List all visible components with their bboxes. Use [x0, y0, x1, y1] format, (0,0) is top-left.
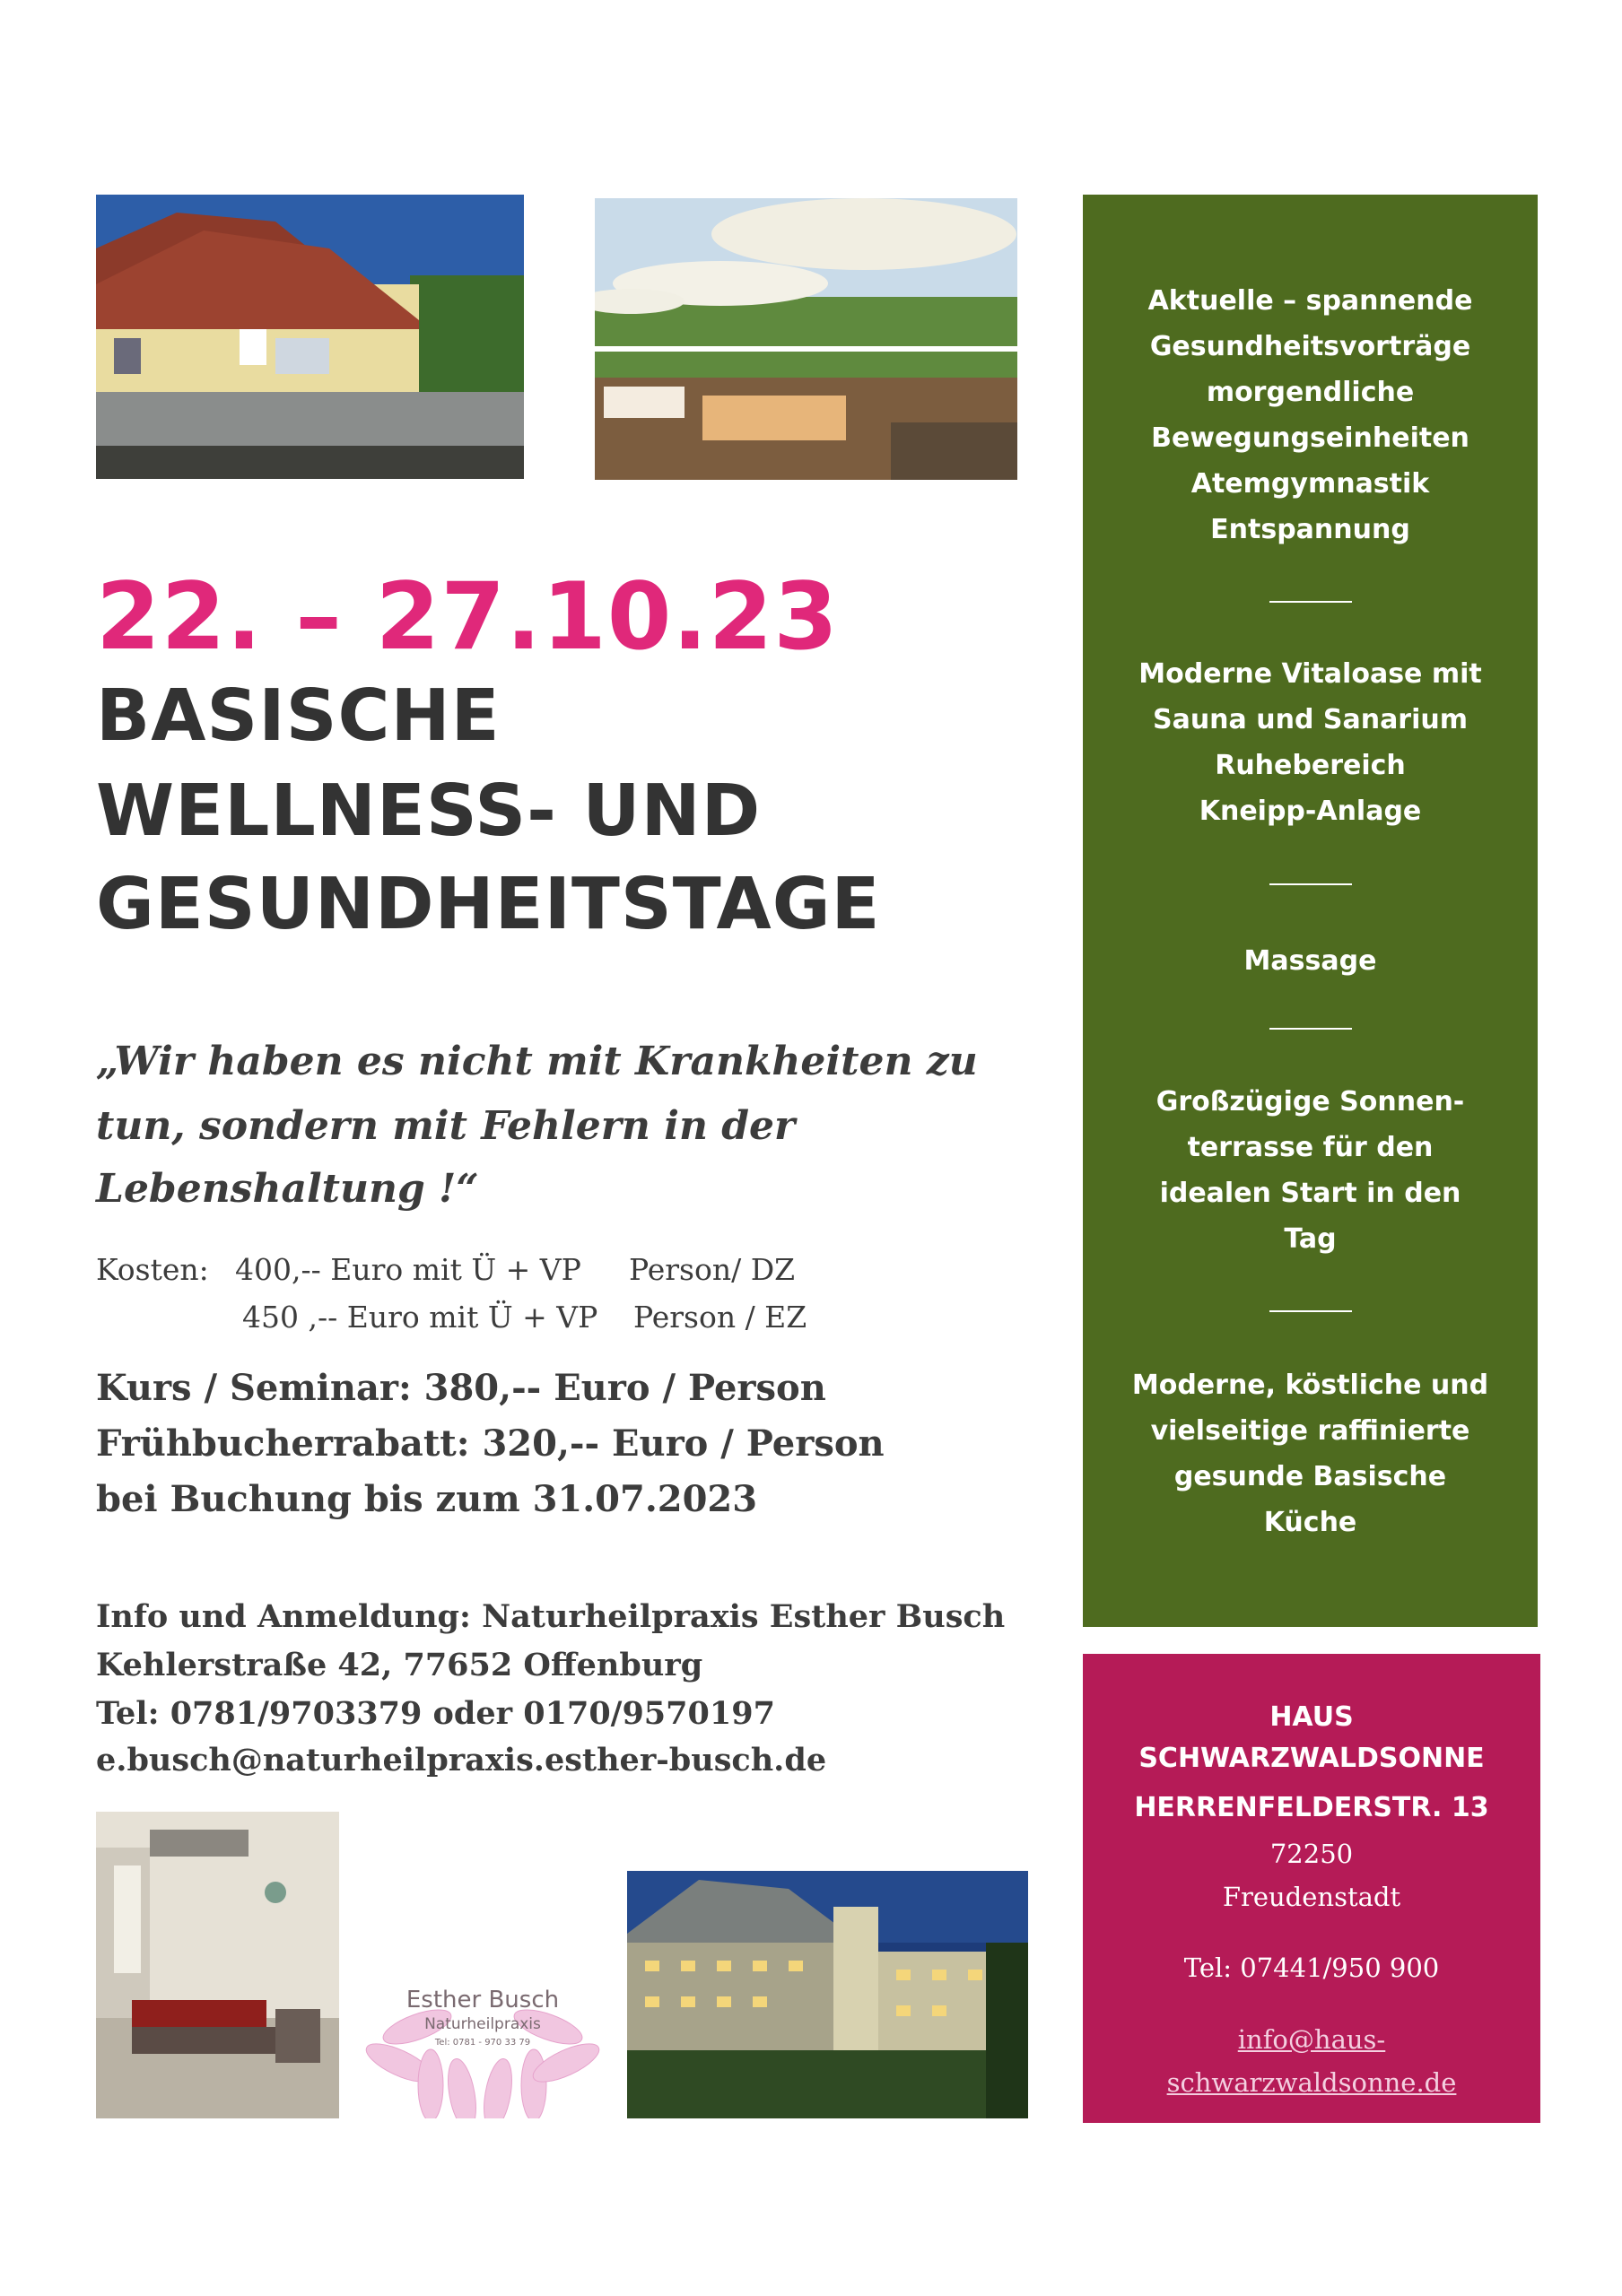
info-contact: Info und Anmeldung: Naturheilpraxis Esther Busch [96, 1598, 1006, 1635]
feature-group-terrace [1083, 1079, 1538, 1262]
feature-line: Ruhebereich [1215, 750, 1406, 781]
costs-label: Kosten: [96, 1252, 209, 1287]
feature-line: Küche [1263, 1507, 1357, 1538]
feature-line: Sauna und Sanarium [1152, 704, 1469, 735]
feature-line: Entspannung [1210, 514, 1410, 545]
quote-line-1: „Wir haben es nicht mit Krankheiten zu [96, 1039, 978, 1084]
logo-tel: Tel: 0781 - 970 33 79 [434, 2038, 531, 2048]
treatment-room-photo [96, 1812, 339, 2118]
quote-line-3: Lebenshaltung !“ [96, 1166, 479, 1212]
event-date: 22. – 27.10.23 [96, 563, 839, 671]
info-email[interactable]: e.busch@naturheilpraxis.esther-busch.de [96, 1742, 827, 1779]
cost-single-price: 450 ,-- Euro mit Ü + VP [242, 1300, 598, 1335]
venue-panel [1083, 1654, 1540, 2123]
feature-line: Großzügige Sonnen- [1155, 1086, 1465, 1118]
feature-line: terrasse für den [1187, 1132, 1434, 1163]
feature-line: idealen Start in den [1159, 1178, 1461, 1209]
naturheilpraxis-logo [363, 1964, 602, 2118]
feature-line: Moderne Vitaloase mit [1138, 658, 1482, 690]
feature-group-kitchen [1083, 1362, 1538, 1545]
quote-line-2: tun, sondern mit Fehlern in der [96, 1103, 796, 1149]
title-line-2: WELLNESS- UND [96, 770, 762, 852]
divider [1269, 883, 1352, 885]
terrace-photo [595, 198, 1017, 480]
feature-line: Kneipp-Anlage [1199, 796, 1422, 827]
features-panel [1083, 195, 1538, 1627]
divider [1269, 1310, 1352, 1312]
hotel-exterior-photo [96, 195, 524, 479]
feature-line: Aktuelle – spannende [1147, 285, 1473, 317]
venue-city: Freudenstadt [1222, 1882, 1401, 1912]
venue-web-link-1[interactable]: info@haus- [1237, 2024, 1386, 2055]
feature-line: Tag [1284, 1223, 1337, 1255]
info-address: Kehlerstraße 42, 77652 Offenburg [96, 1647, 703, 1683]
feature-line: vielseitige raffinierte [1150, 1415, 1470, 1447]
cost-double-room: Person/ DZ [629, 1252, 796, 1287]
course-price: Kurs / Seminar: 380,-- Euro / Person [96, 1367, 826, 1409]
feature-line: Massage [1243, 945, 1377, 977]
feature-group-vitaloase [1083, 651, 1538, 834]
feature-line: Gesundheitsvorträge [1149, 331, 1471, 362]
divider [1269, 1028, 1352, 1030]
feature-group-massage [1083, 938, 1538, 984]
title-line-1: BASISCHE [96, 674, 501, 757]
venue-name-1: HAUS [1269, 1701, 1354, 1733]
venue-zip: 72250 [1269, 1839, 1354, 1869]
venue-web-link-2[interactable]: schwarzwaldsonne.de [1166, 2067, 1457, 2098]
venue-name-2: SCHWARZWALDSONNE [1138, 1743, 1485, 1774]
booking-deadline: bei Buchung bis zum 31.07.2023 [96, 1478, 758, 1520]
cost-single-room: Person / EZ [633, 1300, 807, 1335]
feature-line: morgendliche [1206, 377, 1415, 408]
hotel-night-photo [627, 1871, 1028, 2118]
early-bird-price: Frühbucherrabatt: 320,-- Euro / Person [96, 1422, 885, 1465]
logo-name: Esther Busch [406, 1987, 560, 2013]
feature-line: Atemgymnastik [1190, 468, 1430, 500]
feature-line: gesunde Basische [1173, 1461, 1447, 1492]
logo-subtitle: Naturheilpraxis [424, 2015, 541, 2033]
venue-street: HERRENFELDERSTR. 13 [1134, 1792, 1489, 1823]
feature-group-lectures [1083, 278, 1538, 552]
feature-line: Moderne, köstliche und [1131, 1370, 1489, 1401]
info-phone: Tel: 0781/9703379 oder 0170/9570197 [96, 1695, 775, 1732]
venue-phone: Tel: 07441/950 900 [1183, 1952, 1440, 1983]
divider [1269, 601, 1352, 603]
feature-line: Bewegungseinheiten [1151, 422, 1469, 454]
cost-double-price: 400,-- Euro mit Ü + VP [235, 1252, 581, 1287]
title-line-3: GESUNDHEITSTAGE [96, 863, 881, 945]
